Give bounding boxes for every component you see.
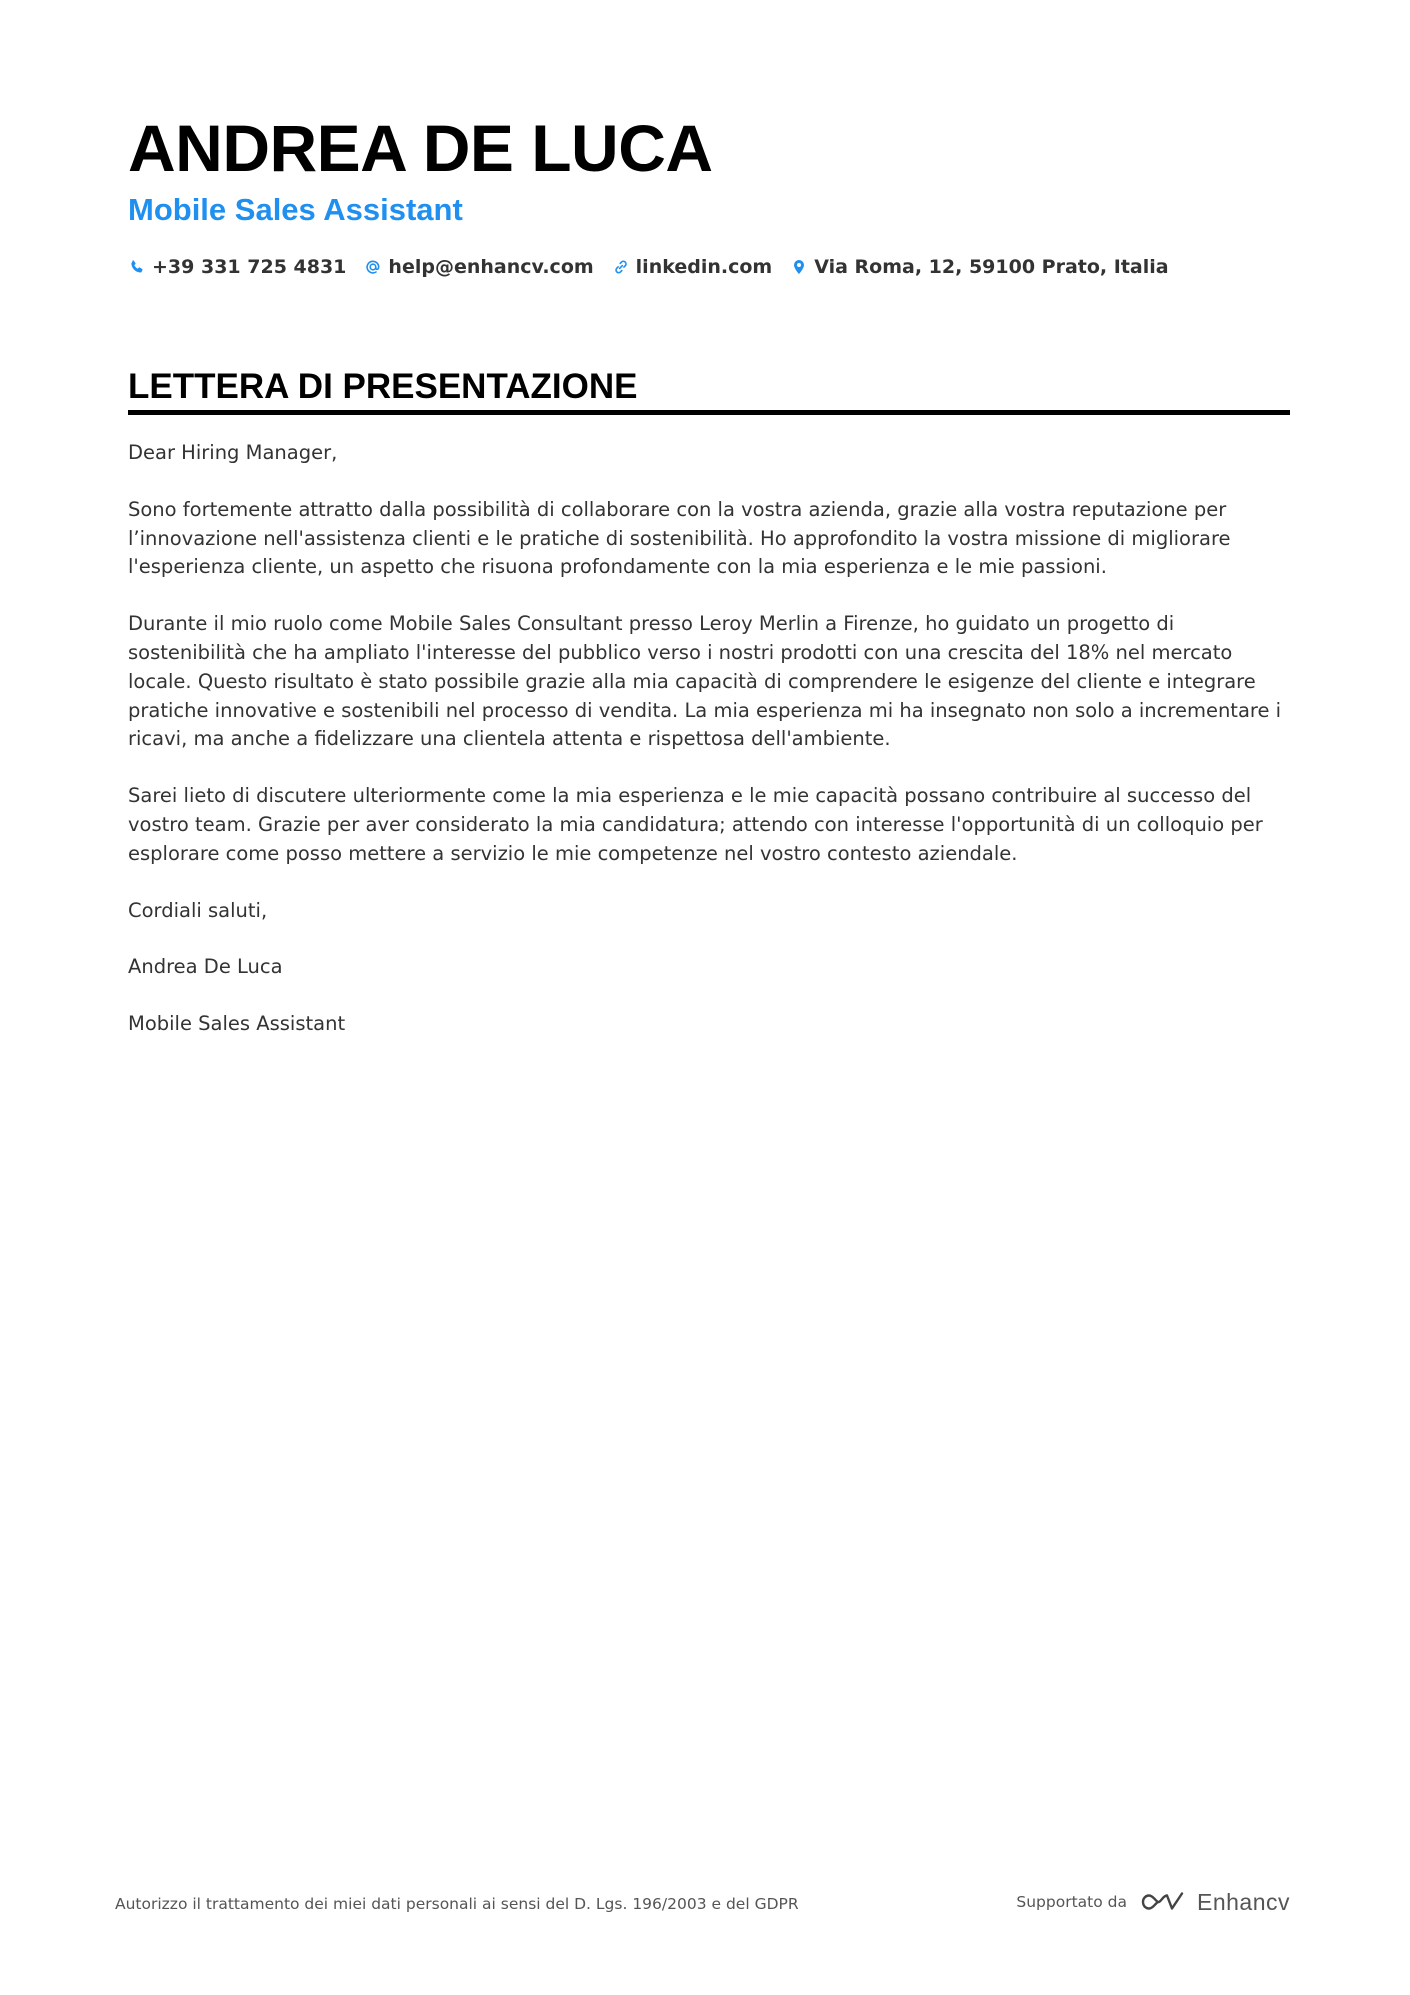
brand-name: Enhancv: [1196, 1888, 1290, 1915]
supported-by-label: Supportato da: [1016, 1893, 1127, 1911]
contact-email-text: help@enhancv.com: [388, 256, 594, 278]
contact-phone-text: +39 331 725 4831: [152, 256, 347, 278]
link-icon: [612, 258, 630, 276]
footer-brand[interactable]: [1016, 1887, 1290, 1917]
signature-title: Mobile Sales Assistant: [128, 1012, 346, 1036]
enhancv-logo-icon: [1139, 1890, 1187, 1914]
signature-name: Andrea De Luca: [128, 955, 283, 979]
footer-consent: Autorizzo il trattamento dei miei dati personali ai sensi del D. Lgs. 196/2003 e del GDPR: [115, 1895, 799, 1913]
contact-linkedin[interactable]: [612, 256, 773, 278]
contact-email[interactable]: [364, 256, 593, 278]
letter-paragraph: Sono fortemente attratto dalla possibilità di collaborare con la vostra azienda, grazie alla vostra reputazione per l’innovazione nell'assistenza clienti e le pratiche di sostenibilità. Ho approfondito la vostra missione di migliorare l'esperienza cliente, un aspetto che risuona profondamente con la mia esperienza e le mie passioni.: [128, 497, 1231, 579]
contact-address-text: Via Roma, 12, 59100 Prato, Italia: [814, 256, 1169, 278]
phone-icon: [128, 258, 146, 276]
letter-paragraph: Durante il mio ruolo come Mobile Sales Consultant presso Leroy Merlin a Firenze, ho guidato un progetto di sostenibilità che ha ampliato l'interesse del pubblico verso i nostri prodotti con una crescita del 18% nel mercato locale. Questo risultato è stato possibile grazie alla mia capacità di comprendere le esigenze del cliente e integrare pratiche innovative e sostenibili nel processo di vendita. La mia esperienza mi ha insegnato non solo a incrementare i ricavi, ma anche a fidelizzare una clientela attenta e rispettosa dell'ambiente.: [128, 612, 1282, 751]
section-title: LETTERA DI PRESENTAZIONE: [128, 367, 638, 406]
section-divider: [128, 410, 1290, 415]
candidate-name: ANDREA DE LUCA: [128, 111, 713, 185]
contact-phone[interactable]: [128, 256, 346, 278]
location-pin-icon: [790, 258, 808, 276]
candidate-title: Mobile Sales Assistant: [128, 192, 463, 227]
contact-linkedin-text: linkedin.com: [635, 256, 773, 278]
contact-address: [790, 256, 1168, 278]
letter-body: [128, 439, 1293, 1067]
at-icon: [364, 258, 382, 276]
letter-paragraph: Sarei lieto di discutere ulteriormente come la mia esperienza e le mie capacità possano contribuire al successo del vostro team. Grazie per aver considerato la mia candidatura; attendo con interesse l'opportunità di un colloquio per esplorare come posso mettere a servizio le mie competenze nel vostro contesto aziendale.: [128, 784, 1263, 865]
contact-row: [128, 254, 1187, 280]
letter-closing: Cordiali saluti,: [128, 898, 268, 922]
letter-greeting: Dear Hiring Manager,: [128, 441, 338, 464]
